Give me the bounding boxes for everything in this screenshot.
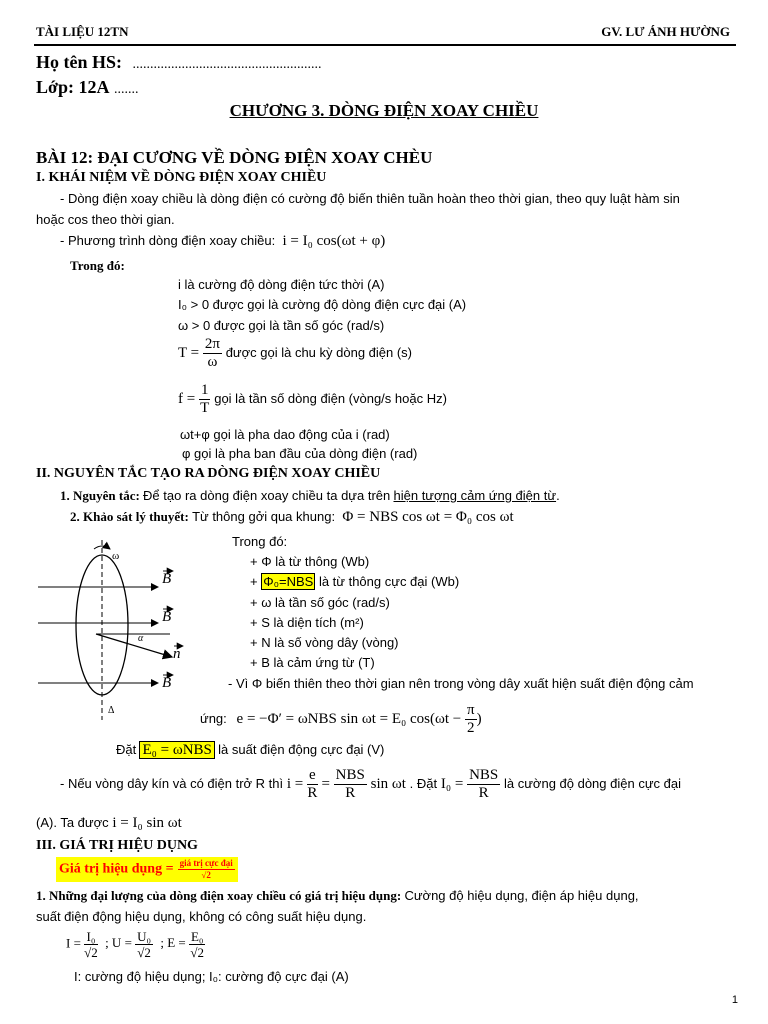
closed-nbs-den: R <box>345 785 356 801</box>
def-f-fraction <box>199 383 211 416</box>
item-phi0-prefix: + <box>250 574 258 589</box>
closed-sin: sin ωt <box>370 775 406 792</box>
section2-p1-label: 1. Nguyên tắc: <box>60 488 140 503</box>
def-f-num: 1 <box>200 382 209 398</box>
student-name-dots: ...................................................... <box>132 57 322 72</box>
def-T-lhs: T = <box>178 344 200 361</box>
result-prefix: (A). Ta được <box>36 815 109 830</box>
E0-row <box>116 742 384 759</box>
student-class-row <box>36 77 138 98</box>
rms-I-den: √2 <box>84 945 98 960</box>
alpha-label: α <box>138 633 144 644</box>
rms-box <box>56 857 238 882</box>
section3-last-line: I: cường độ hiệu dụng; I₀: cường độ cực đại (A) <box>74 969 349 984</box>
rms-label: Giá trị hiệu dụng = <box>59 861 174 877</box>
chapter-title: CHƯƠNG 3. DÒNG ĐIỆN XOAY CHIỀU <box>229 101 539 120</box>
rms-num: giá trị cực đại <box>179 858 233 868</box>
def-f-den: T <box>200 400 210 416</box>
header-right: GV. LƯ ÁNH HƯỜNG <box>601 24 730 39</box>
closed-loop-row <box>60 768 681 801</box>
student-class-dots: ....... <box>113 82 139 97</box>
item-phi0 <box>250 574 459 589</box>
closed-frac-e <box>307 768 318 801</box>
item-phi: + Φ là từ thông (Wb) <box>250 554 370 569</box>
item-omega: + ω là tần số góc (rad/s) <box>250 595 390 610</box>
rms-I-num: I₀ <box>84 930 98 945</box>
section2-title: II. NGUYÊN TẮC TẠO RA DÒNG ĐIỆN XOAY CHIỀU <box>36 466 381 481</box>
def-f-lhs: f = <box>178 390 196 407</box>
item-N: + N là số vòng dây (vòng) <box>250 635 399 650</box>
result-eq: i = I₀ sin ωt <box>112 815 182 831</box>
section2-trong-do: Trong đó: <box>232 534 288 549</box>
def-T-fraction <box>203 337 222 370</box>
section3-title: III. GIÁ TRỊ HIỆU DỤNG <box>36 838 198 853</box>
rms-I-frac <box>84 930 98 959</box>
emf-num: π <box>467 702 475 718</box>
student-name-row <box>36 52 322 73</box>
header-left: TÀI LIỆU 12TN <box>36 24 129 39</box>
section1-eq-prefix: - Phương trình dòng điện xoay chiều: <box>60 233 276 248</box>
closed-frac-nbs <box>334 768 367 801</box>
E0-dat: Đặt <box>116 742 137 757</box>
closed-I0-lhs: I₀ = <box>440 775 464 792</box>
normal-vector <box>96 634 172 657</box>
header-rule <box>34 44 736 46</box>
closed-nbs-num: NBS <box>335 767 365 783</box>
rms-den: √2 <box>201 870 211 880</box>
closed-e-num: e <box>309 767 316 783</box>
rms-U-lhs: ; U = <box>105 935 132 951</box>
rms-E-num: E₀ <box>190 929 204 944</box>
rms-E-lhs: ; E = <box>160 935 186 951</box>
item-S: + S là diện tích (m²) <box>250 615 364 630</box>
rms-U-den: √2 <box>137 945 151 960</box>
section1-eq: i = I₀ cos(ωt + φ) <box>282 233 386 249</box>
section1-line1: - Dòng điện xoay chiều là dòng điện có cường độ biến thiên tuần hoàn theo thời gian, theo quy luật hàm sin <box>60 191 680 206</box>
section2-p2-eq: Φ = NBS cos ωt = Φ₀ cos ωt <box>342 509 514 525</box>
emf-eq: e = −Φ′ = ωNBS sin ωt = E₀ cos(ωt − <box>236 710 462 727</box>
def-i: i là cường độ dòng điện tức thời (A) <box>178 277 385 292</box>
student-class-label: Lớp: 12A <box>36 77 110 97</box>
B-label-1: B <box>162 571 172 587</box>
rms-U-num: U₀ <box>137 929 152 944</box>
E0-highlight: E₀ = ωNBS <box>139 741 214 759</box>
section3-p1-label: 1. Những đại lượng của dòng điện xoay chiều có giá trị hiệu dụng: <box>36 888 402 903</box>
closed-eq: = <box>321 775 330 792</box>
section1-line2: hoặc cos theo thời gian. <box>36 212 175 227</box>
closed-prefix: - Nếu vòng dây kín và có điện trở R thì <box>60 775 284 791</box>
def-T-den: ω <box>207 354 218 370</box>
emf-close: ) <box>476 710 482 727</box>
rms-fraction <box>178 859 235 880</box>
emf-ung: ứng: <box>200 710 227 726</box>
n-label: n <box>173 646 181 662</box>
def-I0: I₀ > 0 được gọi là cường độ dòng điện cực đại (A) <box>178 297 467 312</box>
B-label-3: B <box>162 675 172 691</box>
section2-p1 <box>60 488 560 504</box>
emf-den: 2 <box>467 720 475 736</box>
def-T-text: được gọi là chu kỳ dòng điện (s) <box>225 344 413 360</box>
closed-frac-I0 <box>467 768 500 801</box>
B-label-2: B <box>162 609 172 625</box>
section3-p1-line2: suất điện động hiệu dụng, không có công suất hiệu dụng. <box>36 909 367 924</box>
section1-eq-row <box>60 233 385 250</box>
closed-i-lhs: i = <box>286 775 304 792</box>
emf-fraction <box>465 703 477 736</box>
section2-p1-end: . <box>556 488 560 503</box>
def-init-phase: φ gọi là pha ban đầu của dòng điện (rad) <box>182 446 418 461</box>
def-omega: ω > 0 được gọi là tần số góc (rad/s) <box>178 318 385 333</box>
def-f-text: gọi là tần số dòng điện (vòng/s hoặc Hz) <box>214 390 447 406</box>
section1-title: I. KHÁI NIỆM VỀ DÒNG ĐIỆN XOAY CHIỀU <box>36 170 327 185</box>
section2-p1-link: hiện tượng cảm ứng điện từ <box>393 488 557 503</box>
lesson-title: BÀI 12: ĐẠI CƯƠNG VỀ DÒNG ĐIỆN XOAY CHÈU <box>36 148 433 167</box>
def-phase: ωt+φ gọi là pha dao động của i (rad) <box>180 427 390 442</box>
closed-e-den: R <box>307 785 318 801</box>
delta-label: Δ <box>108 705 115 716</box>
vi-line: - Vì Φ biến thiên theo thời gian nên trong vòng dây xuất hiện suất điện động cảm <box>228 676 694 691</box>
section1-trong-do: Trong đó: <box>70 258 125 273</box>
emf-row <box>200 703 482 736</box>
closed-I0-den: R <box>478 785 489 801</box>
rms-U-frac <box>135 930 153 959</box>
page-number: 1 <box>731 994 738 1006</box>
E0-text: là suất điện động cực đại (V) <box>218 742 385 757</box>
def-T-num: 2π <box>204 336 220 352</box>
section3-p1 <box>36 888 639 904</box>
item-phi0-highlight: Φ₀=NBS <box>263 574 314 589</box>
rms-I-lhs: I = <box>66 935 81 951</box>
def-f <box>178 383 447 416</box>
coil-diagram <box>30 535 230 720</box>
section3-p1-text: Cường độ hiệu dụng, điện áp hiệu dụng, <box>404 888 639 903</box>
closed-dat: . Đặt <box>409 775 438 791</box>
section2-p2 <box>70 509 514 526</box>
omega-label: ω <box>112 550 120 562</box>
result-row <box>36 815 182 832</box>
item-phi0-text: là từ thông cực đại (Wb) <box>318 574 460 589</box>
section2-p2-label: 2. Khảo sát lý thuyết: <box>70 509 189 524</box>
rms-E-den: √2 <box>190 945 205 960</box>
rms-formulas <box>66 930 205 959</box>
def-T <box>178 337 412 370</box>
section2-p1-text: Để tạo ra dòng điện xoay chiều ta dựa trên <box>143 488 391 503</box>
closed-I0-num: NBS <box>469 767 499 783</box>
item-B: + B là cảm ứng từ (T) <box>250 655 375 670</box>
rms-E-frac <box>189 930 205 959</box>
closed-suffix: là cường độ dòng điện cực đại <box>504 775 681 791</box>
student-name-label: Họ tên HS: <box>36 52 123 72</box>
section2-p2-text: Từ thông gởi qua khung: <box>192 509 336 524</box>
